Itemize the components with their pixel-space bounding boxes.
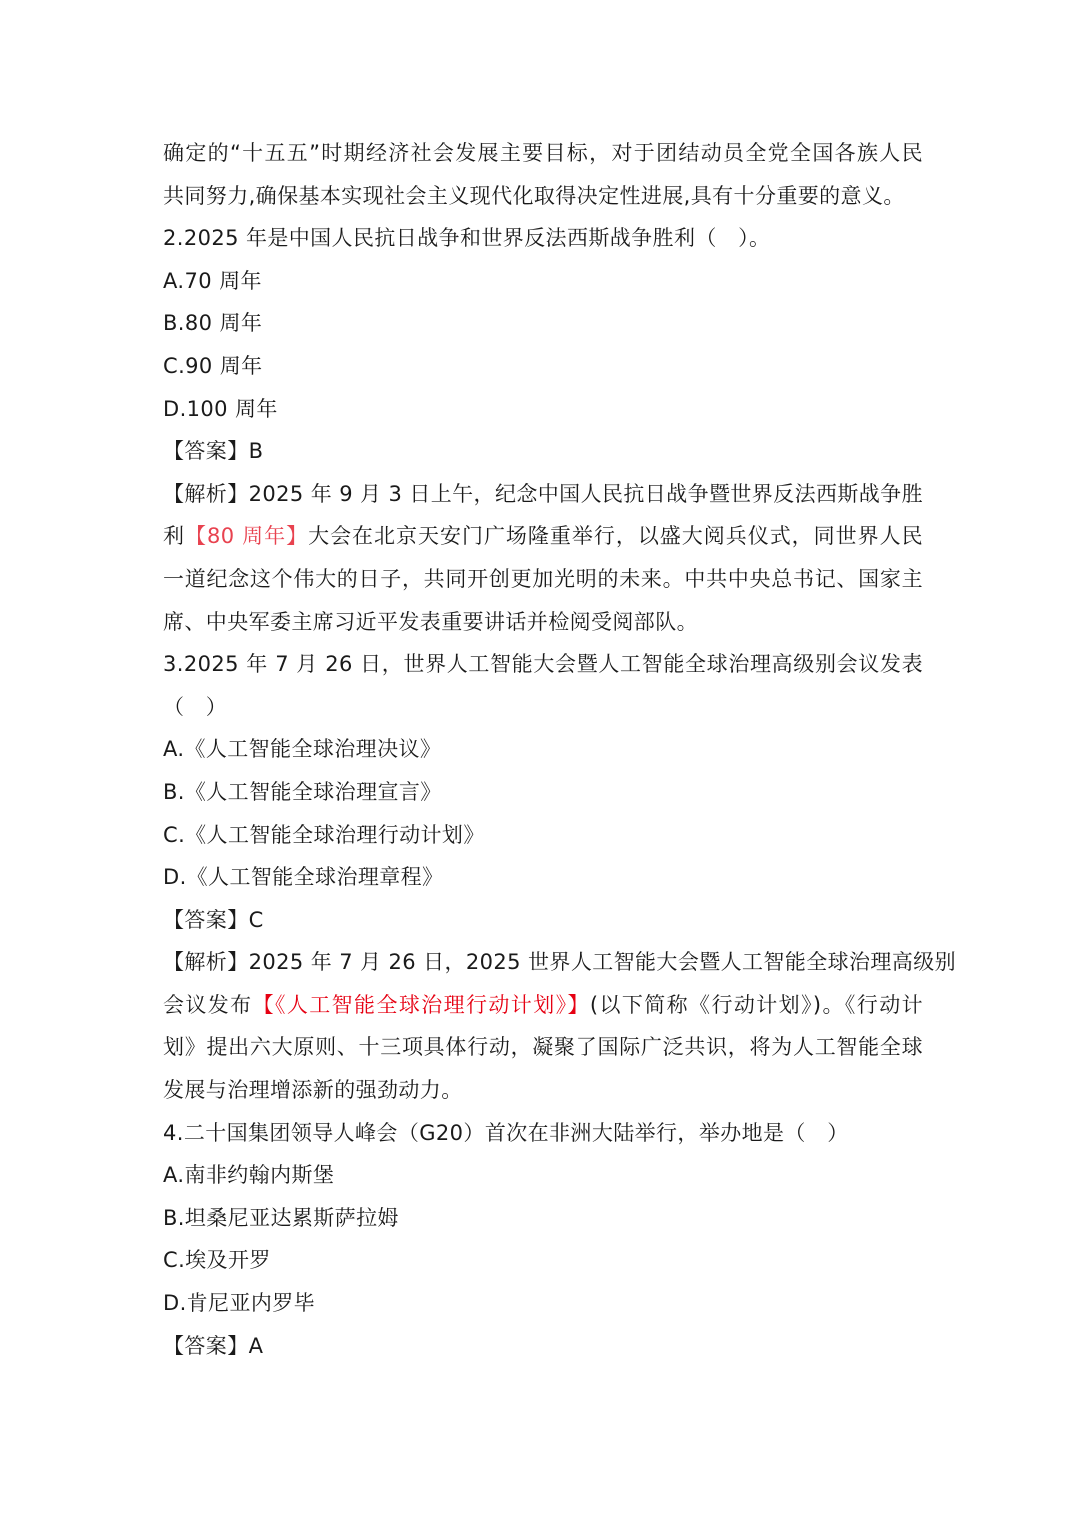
- intro-line-2: 共同努力,确保基本实现社会主义现代化取得决定性进展,具有十分重要的意义。: [163, 183, 905, 208]
- q3-stem-line-2: （ ）: [163, 694, 228, 719]
- q3-option-b: B.《人工智能全球治理宣言》: [163, 779, 442, 804]
- q2-highlight: 【80 周年】: [184, 524, 309, 549]
- q2-analysis-post: 大会在北京天安门广场隆重举行，以盛大阅兵仪式，同世界人民: [308, 524, 923, 549]
- q4-stem: 4.二十国集团领导人峰会（G20）首次在非洲大陆举行，举办地是（ ）: [163, 1120, 849, 1145]
- q3-answer: 【答案】C: [163, 907, 264, 932]
- q2-stem: 2.2025 年是中国人民抗日战争和世界反法西斯战争胜利（ ）。: [163, 226, 771, 251]
- q2-analysis-line-2: [163, 515, 923, 558]
- q2-option-c: C.90 周年: [163, 353, 263, 378]
- q3-analysis-pre: 会议发布: [163, 992, 253, 1017]
- q2-option-d: D.100 周年: [163, 396, 278, 421]
- q2-analysis-line-4: 席、中央军委主席习近平发表重要讲话并检阅受阅部队。: [163, 609, 698, 634]
- q4-option-b: B.坦桑尼亚达累斯萨拉姆: [163, 1205, 399, 1230]
- intro-line-1: 确定的“十五五”时期经济社会发展主要目标，对于团结动员全党全国各族人民: [163, 141, 923, 165]
- q2-answer: 【答案】B: [163, 439, 264, 464]
- q2-analysis-line-1: 【解析】2025 年 9 月 3 日上午，纪念中国人民抗日战争暨世界反法西斯战争胜: [163, 481, 923, 506]
- q2-option-a: A.70 周年: [163, 268, 262, 293]
- q4-option-c: C.埃及开罗: [163, 1248, 271, 1273]
- q2-analysis-line-3: 一道纪念这个伟大的日子，共同开创更加光明的未来。中共中央总书记、国家主: [163, 566, 923, 591]
- q3-analysis-post: (以下简称《行动计划》)。《行动计: [589, 992, 923, 1017]
- q3-analysis-line-4: 发展与治理增添新的强劲动力。: [163, 1078, 463, 1103]
- q2-option-b: B.80 周年: [163, 311, 263, 336]
- q2-analysis-pre: 利: [163, 524, 185, 549]
- q3-stem-line-1: 3.2025 年 7 月 26 日，世界人工智能大会暨人工智能全球治理高级别会议发表: [163, 652, 923, 677]
- q4-option-d: D.肯尼亚内罗毕: [163, 1291, 316, 1316]
- q4-option-a: A.南非约翰内斯堡: [163, 1163, 335, 1188]
- q3-option-c: C.《人工智能全球治理行动计划》: [163, 822, 485, 847]
- q3-analysis-line-2: [163, 984, 923, 1027]
- q3-analysis-line-3: 划》提出六大原则、十三项具体行动，凝聚了国际广泛共识，将为人工智能全球: [163, 1035, 923, 1060]
- q3-analysis-line-1: 【解析】2025 年 7 月 26 日，2025 世界人工智能大会暨人工智能全球治理高级别: [163, 950, 957, 975]
- q3-highlight: 【《人工智能全球治理行动计划》】: [252, 992, 590, 1017]
- q3-option-d: D.《人工智能全球治理章程》: [163, 865, 444, 890]
- q3-option-a: A.《人工智能全球治理决议》: [163, 737, 442, 762]
- document-page: [163, 132, 957, 1367]
- q4-answer: 【答案】A: [163, 1333, 264, 1358]
